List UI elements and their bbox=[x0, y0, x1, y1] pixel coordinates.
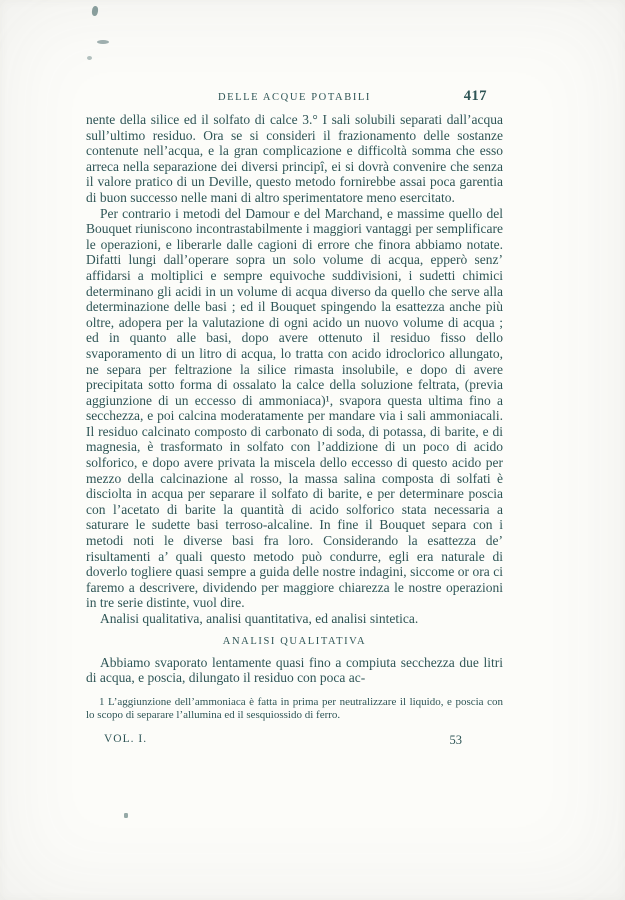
scan-artifact bbox=[97, 40, 109, 44]
paragraph: Per contrario i metodi del Damour e del Marchand, e massime quello del Bouquet riuniscono incontrastabilmente i maggiori vantaggi per semplificare le operazioni, e liberarle dalle cagioni di errore che finora abbiamo notate. Difatti lungi dall’operare sopra un solo volume di acqua, epperò senz’ affidarsi a moltiplici e sempre equivoche suddivisioni, i sudetti chimici determinano gli acidi in un volume di acqua diverso da quello che serve alla determinazione delle basi ; ed il Bouquet spingendo la esattezza anche più oltre, adopera per la valutazione di ogni acido un nuovo volume di acqua ; ed in quanto alle basi, dopo avere ottenuto il residuo fisso dello svaporamento di un litro di acqua, lo tratta con acido idroclorico allungato, ne separa per feltrazione la silice rimasta insolubile, e dopo di avere precipitata sotto forma di ossalato la calce della soluzione feltrata, (previa aggiunzione di un eccesso di ammoniaca)¹, svapora questa ultima fino a secchezza, e poi calcina moderatamente per mandare via i sali ammoniacali. Il residuo calcinato composto di carbonato di soda, di potassa, di barite, e di magnesia, è trasformato in solfato con l’addizione di un poco di acido solforico, e dopo avere privata la miscela dello eccesso di questo acido per mezzo della calcinazione al rosso, la massa salina composta di solfati è disciolta in acqua per separare il solfato di barite, e per determinare poscia con l’acetato di barite la quantità di acido solforico stata necessaria a saturare le sudette basi terroso-alcaline. In fine il Bouquet separa con i metodi noti le diverse basi fra loro. Considerando la esattezza de’ risultamenti a’ quali questo metodo può condurre, egli era naturale di doverlo togliere quasi sempre a guida delle nostre indagini, siccome or ora ci faremo a descrivere, dividendo per maggiore chiarezza le nostre operazioni in tre serie distinte, vuol dire. bbox=[86, 205, 503, 611]
footnote: 1 L’aggiunzione dell’ammoniaca è fatta in prima per neutralizzare il liquido, e poscia con lo scopo di separare l’allumina ed il sesquiossido di ferro. bbox=[86, 695, 503, 721]
scan-artifact bbox=[124, 813, 128, 818]
running-title: DELLE ACQUE POTABILI bbox=[217, 92, 372, 103]
scan-artifact bbox=[91, 6, 98, 17]
scan-artifact bbox=[87, 56, 92, 60]
paragraph: Abbiamo svaporato lentamente quasi fino a compiuta secchezza due litri di acqua, e poscia, dilungato il residuo con poca ac- bbox=[86, 654, 503, 686]
page-footer bbox=[86, 733, 503, 749]
volume-label: VOL. I. bbox=[104, 732, 148, 745]
section-heading: ANALISI QUALITATIVA bbox=[222, 635, 367, 647]
sheet-number: 53 bbox=[449, 732, 462, 747]
paragraph: nente della silice ed il solfato di calce 3.° I sali solubili separati dall’acqua sull’ultimo residuo. Ora se si consideri il frazionamento delle sostanze contenute nell’acqua, e la gran complicazione e difficoltà somma che esso arreca nella separazione dei diversi principî, ei si dovrà convenire che senza il valore pratico di un Deville, questo metodo fornirebbe assai poca garentia di buon successo nelle mani di altro sperimentatore meno esercitato. bbox=[86, 112, 503, 205]
page-header bbox=[86, 88, 503, 105]
text-block bbox=[86, 88, 503, 749]
page-number: 417 bbox=[463, 88, 487, 104]
paragraph: Analisi qualitativa, analisi quantitativa, ed analisi sintetica. bbox=[100, 611, 419, 626]
